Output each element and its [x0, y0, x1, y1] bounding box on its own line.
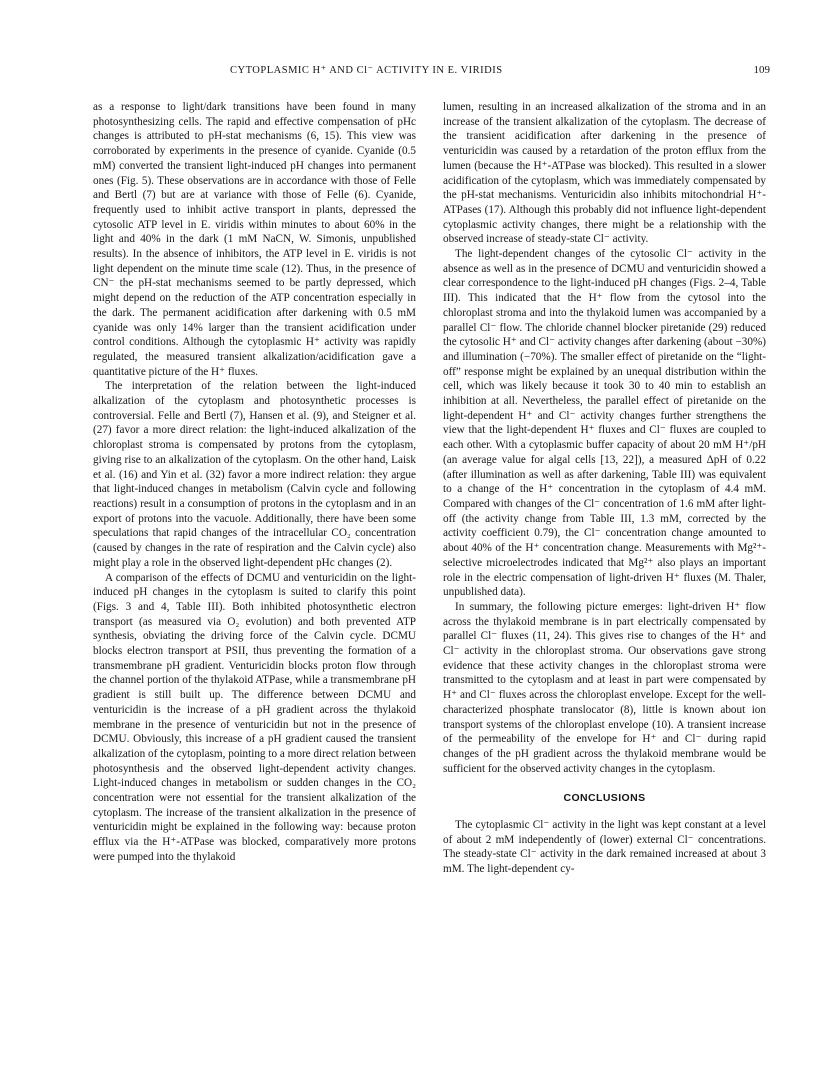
- page-number: 109: [753, 64, 770, 76]
- paragraph: The cytoplasmic Cl⁻ activity in the light was kept constant at a level of about 2 mM independently of (lower) external Cl⁻ concentrations. The steady-state Cl⁻ activity in the dark remained increased at about 3 mM. The light-dependent cy-: [443, 819, 766, 876]
- running-title: CYTOPLASMIC H⁺ AND Cl⁻ ACTIVITY IN E. VIRIDIS: [230, 65, 503, 76]
- paragraph: In summary, the following picture emerges: light-driven H⁺ flow across the thylakoid membrane is in part electrically compensated by parallel Cl⁻ fluxes (11, 24). This gives rise to changes of the H⁺ and Cl⁻ activity in the chloroplast stroma. Our observations gave strong evidence that these activity changes in the chloroplast stroma were transmitted to the cytoplasm and at least in part were compensated by H⁺ and Cl⁻ fluxes across the chloroplast envelope. Except for the well-characterized phosphate translocator (8), little is known about ion transport systems of the chloroplast envelope (10). A transient increase of the permeability of the envelope for H⁺ and Cl⁻ during rapid changes of the pH gradient across the thylakoid membrane would be sufficient for the observed activity changes in the cytoplasm.: [443, 600, 766, 775]
- section-heading-conclusions: CONCLUSIONS: [563, 792, 646, 805]
- left-column: [93, 100, 416, 865]
- paragraph: as a response to light/dark transitions have been found in many photosynthesizing cells. The rapid and effective compensation of pHc changes is attributed to pH-stat mechanisms (6, 15). This view was corroborated by experiments in the presence of cyanide. Cyanide (0.5 mM) converted the transient light-induced pH changes into permanent ones (Fig. 5). These observations are in accordance with those of Felle and Bertl (7) but are at variance with those of Felle (6). Cyanide, frequently used to inhibit active transport in plants, depressed the cytosolic ATP level in E. viridis within minutes to about 60% in the light and 40% in the dark (1 mM NaCN, W. Simonis, unpublished results). In the absence of inhibitors, the ATP level in E. viridis is not light dependent on the minute time scale (12). Thus, in the presence of CN⁻ the pH-stat mechanisms seemed to be partly depressed, which might depend on the reduction of the ATP concentration especially in the dark. The permanent acidification after darkening with 0.5 mM cyanide was only 14% larger than the transient acidification under control conditions. Although the cytoplasmic H⁺ activity was rapidly regulated, the measured transient alkalization/acidification gave a quantitative picture of the H⁺ fluxes.: [93, 101, 416, 378]
- right-column: [443, 100, 766, 877]
- paragraph: The interpretation of the relation between the light-induced alkalization of the cytoplasm and photosynthetic processes is controversial. Felle and Bertl (7), Hansen et al. (9), and Steigner et al. (27) favor a more direct relation: the light-induced alkalization of the chloroplast stroma is compensated by protons from the cytoplasm, giving rise to an alkalization of the cytoplasm. On the other hand, Laisk et al. (16) and Yin et al. (32) favor a more indirect relation: they argue that light-induced changes in metabolism (Calvin cycle and following reactions) result in a consumption of protons in the cytoplasm and in an export of protons into the vacuole. Additionally, there have been some speculations that rapid changes of the intracellular CO₂ concentration (caused by changes in the rate of respiration and the Calvin cycle) also might play a role in the observed light-dependent pHc changes (2).: [93, 380, 416, 569]
- paragraph: lumen, resulting in an increased alkalization of the stroma and in an increase of the transient alkalization of the cytoplasm. The decrease of the transient acidification after darkening in the presence of venturicidin was caused by a retardation of the proton efflux from the lumen (because the H⁺-ATPase was blocked). This resulted in a slower acidification of the cytoplasm, which was immediately compensated by the pH-stat mechanisms. Venturicidin also inhibits mitochondrial H⁺-ATPases (17). Although this probably did not influence light-dependent cytoplasmic activity changes, there might be a relationship with the observed increase of steady-state Cl⁻ activity.: [443, 101, 766, 246]
- paragraph: The light-dependent changes of the cytosolic Cl⁻ activity in the absence as well as in the presence of DCMU and venturicidin showed a clear correspondence to the light-induced pH changes (Figs. 2–4, Table III). This indicated that the H⁺ flow from the cytosol into the chloroplast stroma and into the thylakoid lumen was accompanied by a parallel Cl⁻ flow. The chloride channel blocker piretanide (29) reduced the cytosolic H⁺ and Cl⁻ activity changes after darkening (about −30%) and illumination (−70%). The smaller effect of piretanide on the “light-off” response might be explained by an unequal distribution within the cell, which was likely because it took 30 to 40 min to establish an inhibition at all. Nevertheless, the parallel effect of piretanide on the light-dependent H⁺ and Cl⁻ activity changes further strengthens the view that the light-dependent H⁺ fluxes and Cl⁻ fluxes are coupled to each other. With a cytoplasmic buffer capacity of about 20 mM H⁺/pH (an average value for algal cells [13, 22]), a measured ΔpH of 0.22 (after illumination as well as after darkening, Table III) was equivalent to a change of the H⁺ concentration in the cytoplasm of 4.4 mM. Compared with changes of the Cl⁻ concentration of 1.6 mM after light-off (the activity change from Table III, 1.3 mM, corrected by the activity coefficient 0.79), the Cl⁻ concentration change amounted to about 40% of the H⁺ concentration change. Measurements with Mg²⁺-selective microelectrodes indicated that Mg²⁺ also plays an important role in the electric compensation of light-driven H⁺ fluxes (M. Thaler, unpublished data).: [443, 248, 766, 599]
- paragraph: A comparison of the effects of DCMU and venturicidin on the light-induced pH changes in the cytoplasm is suited to clarify this point (Figs. 3 and 4, Table III). Both inhibited photosynthetic electron transport (as measured via O₂ evolution) and both prevented ATP synthesis, obviating the driving force of the Calvin cycle. DCMU blocks electron transport at PSII, thus preventing the formation of a transmembrane pH gradient. Venturicidin blocks proton flow through the channel portion of the thylakoid ATPase, while a transmembrane pH gradient is still built up. The difference between DCMU and venturicidin is the increase of a pH gradient across the thylakoid membrane in the presence of venturicidin but not in the presence of DCMU. Obviously, this increase of a pH gradient caused the transient alkalization of the cytoplasm, pointing to a more direct relation between photosynthesis and the observed light-dependent activity changes. Light-induced changes in metabolism or sudden changes in the CO₂ concentration were not essential for the transient alkalization of the cytoplasm. The increase of the transient alkalization in the presence of venturicidin might be explained in the following way: because proton efflux via the H⁺-ATPase was blocked, comparatively more protons were pumped into the thylakoid: [93, 571, 416, 863]
- running-header: [80, 64, 770, 82]
